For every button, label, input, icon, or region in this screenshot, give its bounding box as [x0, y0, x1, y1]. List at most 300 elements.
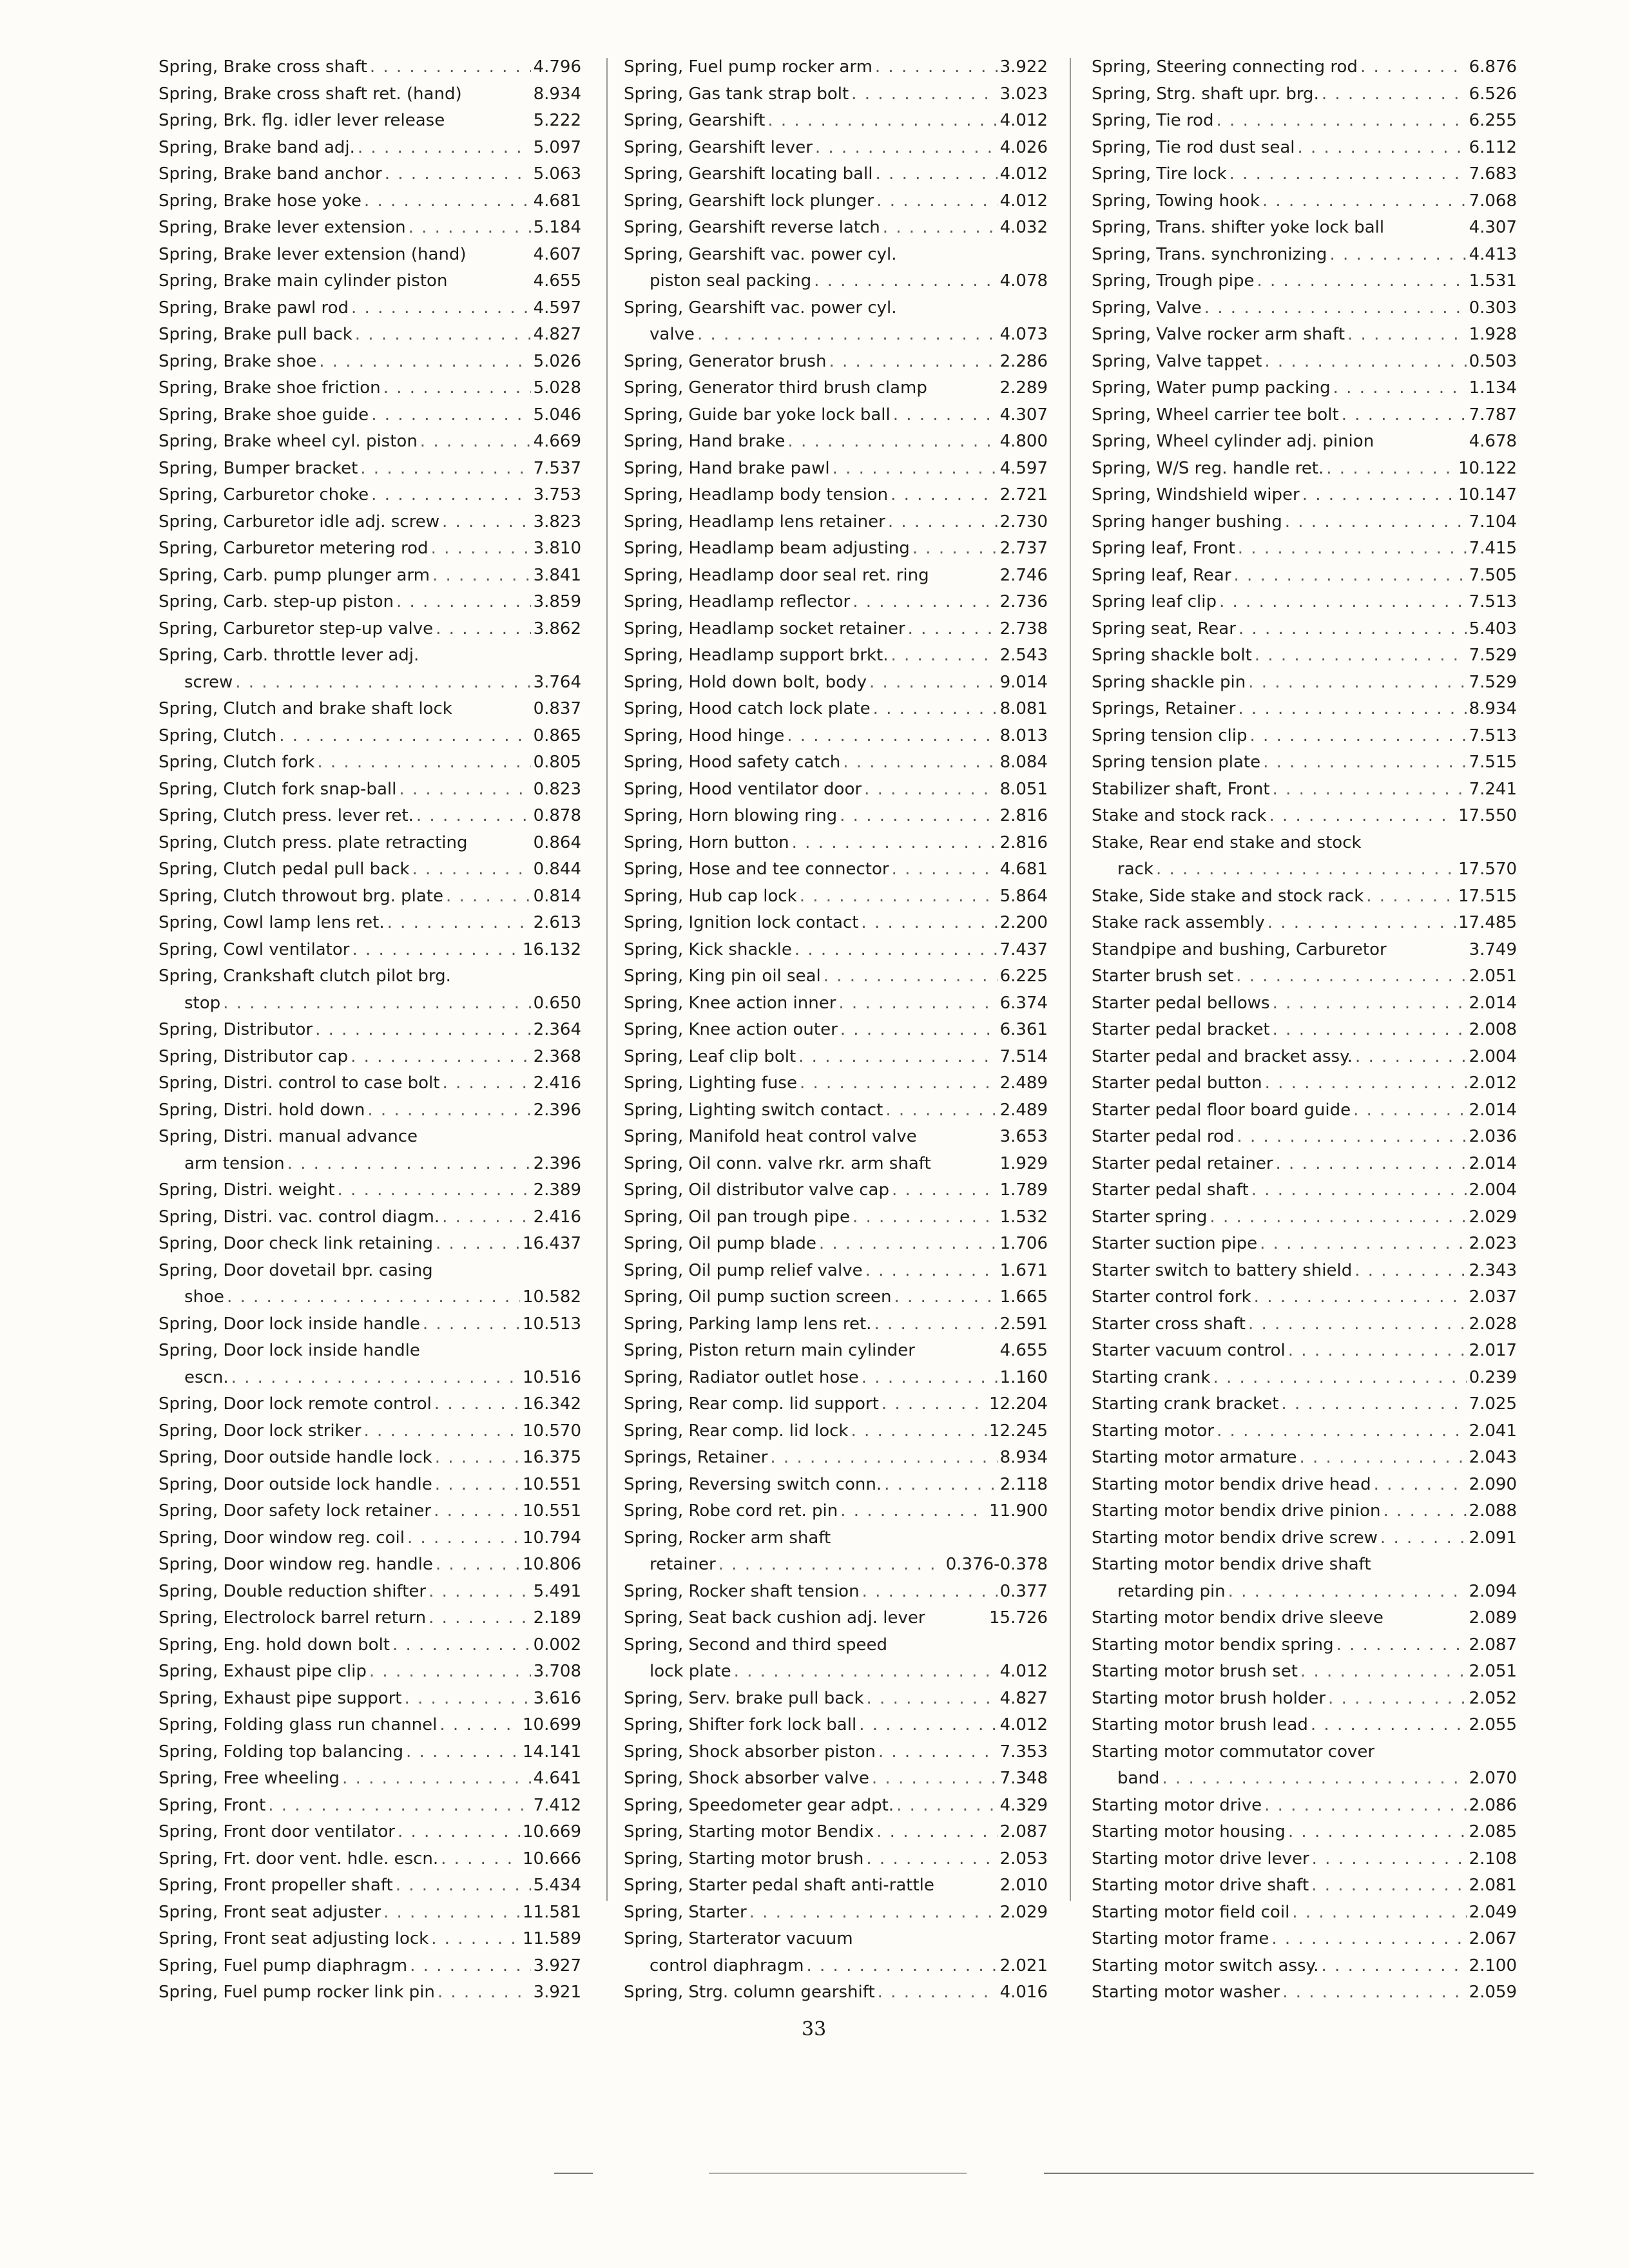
entry-label: Starting motor bendix drive shaft: [1092, 1555, 1371, 1574]
entry-label: Spring, Brake lever extension (hand): [159, 244, 467, 264]
entry-label: Spring, Headlamp lens retainer: [624, 512, 885, 532]
dot-leader: [442, 1070, 530, 1097]
index-entry: [1092, 776, 1517, 803]
dot-leader: [227, 1284, 520, 1311]
entry-page-ref: 4.012: [999, 164, 1048, 184]
index-entry: [1092, 910, 1517, 937]
index-entry: [159, 81, 581, 108]
entry-page-ref: 4.307: [999, 405, 1048, 425]
entry-page-ref: 2.738: [999, 619, 1048, 639]
entry-label: Spring, Brake wheel cyl. piston: [159, 432, 418, 451]
entry-label: Spring, Door window reg. coil: [159, 1528, 405, 1548]
index-entry: [159, 54, 581, 81]
dot-leader: [351, 1044, 530, 1071]
entry-label: Spring shackle pin: [1092, 672, 1246, 692]
entry-page-ref: 4.607: [533, 244, 581, 264]
entry-label: Spring tension plate: [1092, 753, 1261, 772]
entry-page-ref: 2.090: [1469, 1474, 1517, 1494]
dot-leader: [1156, 856, 1456, 883]
entry-label: Standpipe and bushing, Carburetor: [1092, 939, 1387, 959]
dot-leader: [1329, 242, 1466, 269]
index-entry: [159, 669, 581, 697]
entry-page-ref: 7.515: [1469, 753, 1517, 772]
entry-label: Spring, Hood hinge: [624, 726, 785, 745]
index-entry: [159, 1846, 581, 1873]
dot-leader: [338, 1177, 531, 1204]
entry-page-ref: 4.655: [533, 271, 581, 291]
entry-label: Spring, Brake lever extension: [159, 218, 406, 237]
entry-label: Starter suction pipe: [1092, 1234, 1258, 1253]
entry-page-ref: 2.086: [1469, 1795, 1517, 1815]
entry-page-ref: 2.037: [1469, 1287, 1517, 1307]
entry-page-ref: 2.081: [1469, 1876, 1517, 1895]
dot-leader: [892, 1177, 998, 1204]
entry-page-ref: 10.570: [523, 1421, 581, 1441]
entry-page-ref: 0.002: [533, 1635, 581, 1655]
dot-leader: [1237, 1124, 1466, 1151]
index-entry: [159, 1151, 581, 1178]
entry-page-ref: 6.526: [1469, 84, 1517, 104]
entry-page-ref: 17.485: [1458, 913, 1517, 932]
index-entry: [159, 1391, 581, 1418]
index-entry: [159, 188, 581, 215]
entry-page-ref: 2.067: [1469, 1929, 1517, 1948]
entry-label: Spring, Knee action inner: [624, 993, 836, 1013]
entry-page-ref: 1.929: [999, 1153, 1048, 1173]
entry-page-ref: 3.708: [533, 1662, 581, 1681]
index-entry: [624, 1258, 1048, 1285]
entry-page-ref: 4.655: [999, 1341, 1048, 1360]
entry-page-ref: 2.014: [1469, 1100, 1517, 1120]
entry-label: Spring, Radiator outlet hose: [624, 1367, 859, 1387]
entry-label: screw: [184, 672, 233, 692]
index-entry: [159, 1712, 581, 1739]
index-entry: [624, 1979, 1048, 2006]
index-entry: [1092, 1926, 1517, 1953]
entry-page-ref: 6.361: [999, 1020, 1048, 1039]
dot-leader: [279, 723, 530, 750]
index-entry: [624, 322, 1048, 349]
dot-leader: [1311, 1712, 1467, 1739]
entry-label: Starting motor switch assy.: [1092, 1956, 1319, 1975]
index-entry: [159, 937, 581, 964]
index-entry: [159, 990, 581, 1017]
index-entry: [159, 1765, 581, 1792]
index-entry: [624, 1739, 1048, 1766]
entry-page-ref: 5.026: [533, 351, 581, 371]
index-entry: [1092, 482, 1517, 509]
dot-leader: [231, 1365, 520, 1392]
entry-label: Spring, Piston return main cylinder: [624, 1341, 915, 1360]
entry-label: Spring, Robe cord ret. pin: [624, 1501, 838, 1521]
dot-leader: [861, 910, 997, 937]
index-entry: [159, 215, 581, 242]
entry-label: Spring, Rocker arm shaft: [624, 1528, 831, 1548]
index-entry: [159, 402, 581, 429]
entry-page-ref: 4.413: [1469, 244, 1517, 264]
dot-leader: [1238, 535, 1467, 562]
dot-leader: [1254, 1284, 1467, 1311]
index-entry: [1092, 268, 1517, 295]
dot-leader: [1322, 1953, 1467, 1980]
dot-leader: [883, 215, 998, 242]
entry-label: Starting motor field coil: [1092, 1902, 1290, 1922]
index-entry: [159, 776, 581, 803]
entry-label: Stake rack assembly: [1092, 913, 1265, 932]
index-entry: [1092, 108, 1517, 135]
entry-page-ref: 2.051: [1469, 1662, 1517, 1681]
index-entry: [159, 1953, 581, 1980]
index-entry: [624, 1124, 1048, 1151]
entry-label: band: [1117, 1769, 1160, 1788]
entry-label: Spring, Oil distributor valve cap: [624, 1180, 889, 1200]
entry-page-ref: 11.900: [989, 1501, 1048, 1521]
dot-leader: [876, 1819, 997, 1846]
dot-leader: [814, 268, 997, 295]
dot-leader: [435, 1445, 520, 1472]
entry-label: Springs, Retainer: [624, 1448, 768, 1467]
dot-leader: [439, 1712, 520, 1739]
index-entry: [159, 1579, 581, 1606]
entry-label: Spring, Clutch press. plate retracting: [159, 832, 468, 852]
entry-page-ref: 2.396: [533, 1153, 581, 1173]
column-divider: [1070, 58, 1071, 1901]
index-entry: [1092, 723, 1517, 750]
entry-page-ref: 0.865: [533, 726, 581, 745]
index-entry: [1092, 1284, 1517, 1311]
dot-leader: [891, 642, 997, 669]
index-entry: [1092, 161, 1517, 188]
dot-leader: [1263, 749, 1466, 776]
entry-label: Starting motor bendix drive screw: [1092, 1528, 1378, 1548]
dot-leader: [1354, 1258, 1466, 1285]
index-entry: [624, 1686, 1048, 1713]
entry-label: Spring, Gearshift locating ball: [624, 164, 873, 184]
entry-page-ref: 4.012: [999, 1662, 1048, 1681]
entry-label: Spring, Hand brake pawl: [624, 458, 830, 478]
dot-leader: [441, 1846, 520, 1873]
entry-page-ref: 2.389: [533, 1180, 581, 1200]
index-entry: [624, 482, 1048, 509]
entry-page-ref: 2.051: [1469, 966, 1517, 986]
entry-page-ref: 2.014: [1469, 1153, 1517, 1173]
entry-label: Spring, Guide bar yoke lock ball: [624, 405, 891, 425]
entry-label: Spring, Distri. weight: [159, 1180, 335, 1200]
entry-label: Starter pedal retainer: [1092, 1153, 1273, 1173]
dot-leader: [358, 135, 531, 162]
dot-leader: [371, 482, 530, 509]
index-entry: [159, 696, 581, 723]
index-entry: [624, 375, 1048, 402]
entry-page-ref: 12.245: [989, 1421, 1048, 1441]
entry-label: Spring, Gearshift lever: [624, 137, 813, 157]
index-entry: [624, 1070, 1048, 1097]
entry-label: Spring, Gas tank strap bolt: [624, 84, 849, 104]
index-entry: [624, 1632, 1048, 1659]
dot-leader: [442, 509, 531, 536]
entry-label: Spring, Carb. step-up piston: [159, 592, 394, 611]
dot-leader: [429, 1579, 530, 1606]
entry-page-ref: 2.008: [1469, 1020, 1517, 1039]
dot-leader: [1210, 1204, 1466, 1231]
dot-leader: [770, 1445, 997, 1472]
index-entry: [624, 1926, 1048, 1953]
entry-label: Spring, Hand brake: [624, 432, 786, 451]
entry-page-ref: 8.934: [533, 84, 581, 104]
entry-page-ref: 1.671: [999, 1260, 1048, 1280]
entry-label: Starting motor commutator cover: [1092, 1742, 1375, 1762]
dot-leader: [436, 1552, 520, 1579]
index-entry: [1092, 589, 1517, 616]
entry-label: Spring, Lighting switch contact: [624, 1100, 883, 1120]
entry-label: Spring, Headlamp door seal ret. ring: [624, 565, 929, 585]
dot-leader: [892, 856, 998, 883]
entry-page-ref: 8.084: [999, 753, 1048, 772]
index-entry: [624, 1579, 1048, 1606]
index-entry: [159, 1739, 581, 1766]
entry-page-ref: 2.737: [999, 539, 1048, 558]
index-entry: [624, 1525, 1048, 1552]
entry-label: Spring, Ignition lock contact: [624, 913, 859, 932]
index-entry: [159, 1284, 581, 1311]
index-entry: [1092, 1979, 1517, 2006]
index-entry: [1092, 1872, 1517, 1899]
dot-leader: [1297, 135, 1466, 162]
entry-label: Spring, Exhaust pipe clip: [159, 1662, 367, 1681]
entry-label: Spring, Parking lamp lens ret.: [624, 1314, 872, 1334]
entry-page-ref: 16.342: [523, 1394, 581, 1414]
index-entry: [159, 1258, 581, 1285]
entry-page-ref: 5.097: [533, 137, 581, 157]
bottom-rule: [554, 2173, 593, 2174]
index-entry: [159, 108, 581, 135]
entry-label: Starting motor drive: [1092, 1795, 1262, 1815]
dot-leader: [432, 562, 531, 590]
index-entry: [1092, 242, 1517, 269]
index-entry: [624, 1445, 1048, 1472]
dot-leader: [268, 1792, 530, 1820]
entry-page-ref: 1.532: [999, 1207, 1048, 1227]
entry-label: Spring, Distri. hold down: [159, 1100, 365, 1120]
entry-page-ref: 8.013: [999, 726, 1048, 745]
dot-leader: [875, 54, 998, 81]
entry-label: Spring, Door lock striker: [159, 1421, 361, 1441]
index-entry: [1092, 535, 1517, 562]
dot-leader: [792, 830, 998, 857]
entry-page-ref: 1.789: [999, 1180, 1048, 1200]
index-entry: [159, 1124, 581, 1151]
entry-label: Spring, Oil pan trough pipe: [624, 1207, 850, 1227]
entry-label: Spring, Crankshaft clutch pilot brg.: [159, 966, 451, 986]
entry-label: Spring shackle bolt: [1092, 646, 1252, 665]
entry-page-ref: 2.053: [999, 1849, 1048, 1869]
entry-page-ref: 2.014: [1469, 993, 1517, 1013]
entry-label: Spring, Wheel carrier tee bolt: [1092, 405, 1339, 425]
entry-label: Spring, Headlamp reflector: [624, 592, 851, 611]
entry-page-ref: 14.141: [523, 1742, 581, 1762]
index-entry: [159, 1097, 581, 1124]
dot-leader: [1250, 723, 1467, 750]
dot-leader: [1262, 188, 1467, 215]
dot-leader: [873, 696, 998, 723]
entry-page-ref: 2.004: [1469, 1046, 1517, 1066]
dot-leader: [438, 1979, 531, 2006]
entry-page-ref: 10.513: [523, 1314, 581, 1334]
index-entry: [1092, 1899, 1517, 1927]
index-entry: [1092, 135, 1517, 162]
index-entry: [624, 108, 1048, 135]
dot-leader: [1273, 776, 1467, 803]
dot-leader: [387, 910, 531, 937]
column-divider: [606, 58, 608, 1901]
index-entry: [159, 830, 581, 857]
index-entry: [159, 1418, 581, 1445]
index-entry: [159, 1204, 581, 1231]
dot-leader: [364, 188, 531, 215]
index-column-1: [159, 54, 581, 2006]
index-entry: [624, 562, 1048, 590]
dot-leader: [866, 1846, 997, 1873]
entry-page-ref: 7.513: [1469, 726, 1517, 745]
entry-page-ref: 4.012: [999, 1715, 1048, 1735]
dot-leader: [436, 1231, 520, 1258]
entry-label: Spring, Distri. vac. control diagm.: [159, 1207, 440, 1227]
entry-label: Spring, Distributor cap: [159, 1046, 349, 1066]
dot-leader: [891, 482, 998, 509]
entry-page-ref: 2.049: [1469, 1902, 1517, 1922]
dot-leader: [1281, 1391, 1466, 1418]
entry-label: Spring leaf clip: [1092, 592, 1217, 611]
dot-leader: [1229, 161, 1467, 188]
entry-page-ref: 2.736: [999, 592, 1048, 611]
index-entry: [1092, 803, 1517, 830]
entry-page-ref: 2.118: [999, 1474, 1048, 1494]
entry-page-ref: 0.377: [999, 1581, 1048, 1601]
entry-label: Spring, Fuel pump rocker arm: [624, 57, 872, 77]
index-entry: [159, 1445, 581, 1472]
entry-label: Spring, Serv. brake pull back: [624, 1688, 864, 1708]
entry-label: Spring, Bumper bracket: [159, 458, 358, 478]
entry-label: Spring, Shock absorber piston: [624, 1742, 876, 1762]
entry-label: Spring, Front seat adjuster: [159, 1902, 381, 1922]
dot-leader: [867, 1686, 998, 1713]
entry-page-ref: 0.864: [533, 832, 581, 852]
entry-label: Spring, Gearshift vac. power cyl.: [624, 244, 897, 264]
dot-leader: [1355, 1044, 1467, 1071]
entry-label: arm tension: [184, 1153, 285, 1173]
index-entry: [1092, 1070, 1517, 1097]
entry-label: Spring, Door check link retaining: [159, 1234, 434, 1253]
dot-leader: [1269, 803, 1456, 830]
entry-page-ref: 3.823: [533, 512, 581, 532]
entry-label: Spring, Headlamp socket retainer: [624, 619, 905, 639]
index-entry: [624, 402, 1048, 429]
entry-page-ref: 2.087: [1469, 1635, 1517, 1655]
index-entry: [159, 1338, 581, 1365]
entry-page-ref: 0.303: [1469, 298, 1517, 318]
entry-label: Spring hanger bushing: [1092, 512, 1282, 532]
entry-label: Starter spring: [1092, 1207, 1208, 1227]
dot-leader: [1248, 1311, 1467, 1338]
entry-label: Spring, Door outside lock handle: [159, 1474, 432, 1494]
entry-label: Spring tension clip: [1092, 726, 1248, 745]
entry-page-ref: 2.052: [1469, 1688, 1517, 1708]
dot-leader: [1255, 642, 1467, 669]
entry-page-ref: 2.004: [1469, 1180, 1517, 1200]
entry-label: Spring, Brk. flg. idler lever release: [159, 111, 445, 130]
entry-label: Spring, King pin oil seal: [624, 966, 821, 986]
index-entry: [1092, 616, 1517, 643]
entry-label: Starting crank bracket: [1092, 1394, 1279, 1414]
dot-leader: [383, 1899, 520, 1927]
entry-label: Spring, Leaf clip bolt: [624, 1046, 796, 1066]
index-entry: [159, 963, 581, 990]
entry-label: Starter pedal shaft: [1092, 1180, 1249, 1200]
dot-leader: [1366, 883, 1456, 910]
entry-label: Spring, Strg. shaft upr. brg.: [1092, 84, 1319, 104]
index-entry: [624, 1846, 1048, 1873]
index-entry: [624, 1231, 1048, 1258]
index-entry: [159, 723, 581, 750]
index-entry: [624, 616, 1048, 643]
entry-label: Spring, Fuel pump rocker link pin: [159, 1983, 435, 2002]
dot-leader: [1234, 562, 1467, 590]
entry-page-ref: 10.147: [1458, 485, 1517, 505]
entry-label: Spring, Towing hook: [1092, 191, 1260, 211]
entry-page-ref: 17.570: [1458, 860, 1517, 879]
dot-leader: [1236, 963, 1466, 990]
entry-label: Starting motor brush set: [1092, 1662, 1298, 1681]
index-entry: [1092, 1953, 1517, 1980]
dot-leader: [1271, 1926, 1466, 1953]
dot-leader: [829, 349, 997, 376]
entry-page-ref: 10.666: [523, 1849, 581, 1869]
index-entry: [1092, 509, 1517, 536]
entry-label: Spring, Brake pull back: [159, 325, 352, 344]
dot-leader: [407, 1525, 520, 1552]
entry-page-ref: 10.669: [523, 1822, 581, 1841]
dot-leader: [398, 1819, 520, 1846]
entry-page-ref: 16.132: [523, 939, 581, 959]
entry-page-ref: 4.307: [1469, 218, 1517, 237]
entry-page-ref: 3.921: [533, 1983, 581, 2002]
entry-label: Starting motor housing: [1092, 1822, 1286, 1841]
index-entry: [159, 1792, 581, 1820]
index-entry: [1092, 1472, 1517, 1499]
entry-label: Starting motor bendix spring: [1092, 1635, 1334, 1655]
entry-page-ref: 2.070: [1469, 1769, 1517, 1788]
index-entry: [624, 1284, 1048, 1311]
entry-label: Spring, Brake pawl rod: [159, 298, 349, 318]
index-entry: [1092, 188, 1517, 215]
dot-leader: [893, 402, 998, 429]
dot-leader: [1219, 589, 1467, 616]
index-entry: [624, 883, 1048, 910]
index-entry: [159, 1979, 581, 2006]
index-entry: [1092, 1498, 1517, 1525]
entry-label: Spring, Door dovetail bpr. casing: [159, 1260, 433, 1280]
dot-leader: [697, 322, 998, 349]
index-entry: [159, 749, 581, 776]
entry-label: Spring, Hose and tee connector: [624, 860, 889, 879]
entry-label: Spring leaf, Rear: [1092, 565, 1231, 585]
dot-leader: [862, 1365, 998, 1392]
entry-page-ref: 2.041: [1469, 1421, 1517, 1441]
index-entry: [1092, 1552, 1517, 1579]
index-entry: [624, 1899, 1048, 1927]
entry-label: Spring, Rear comp. lid lock: [624, 1421, 849, 1441]
entry-label: Spring, Gearshift reverse latch: [624, 218, 880, 237]
